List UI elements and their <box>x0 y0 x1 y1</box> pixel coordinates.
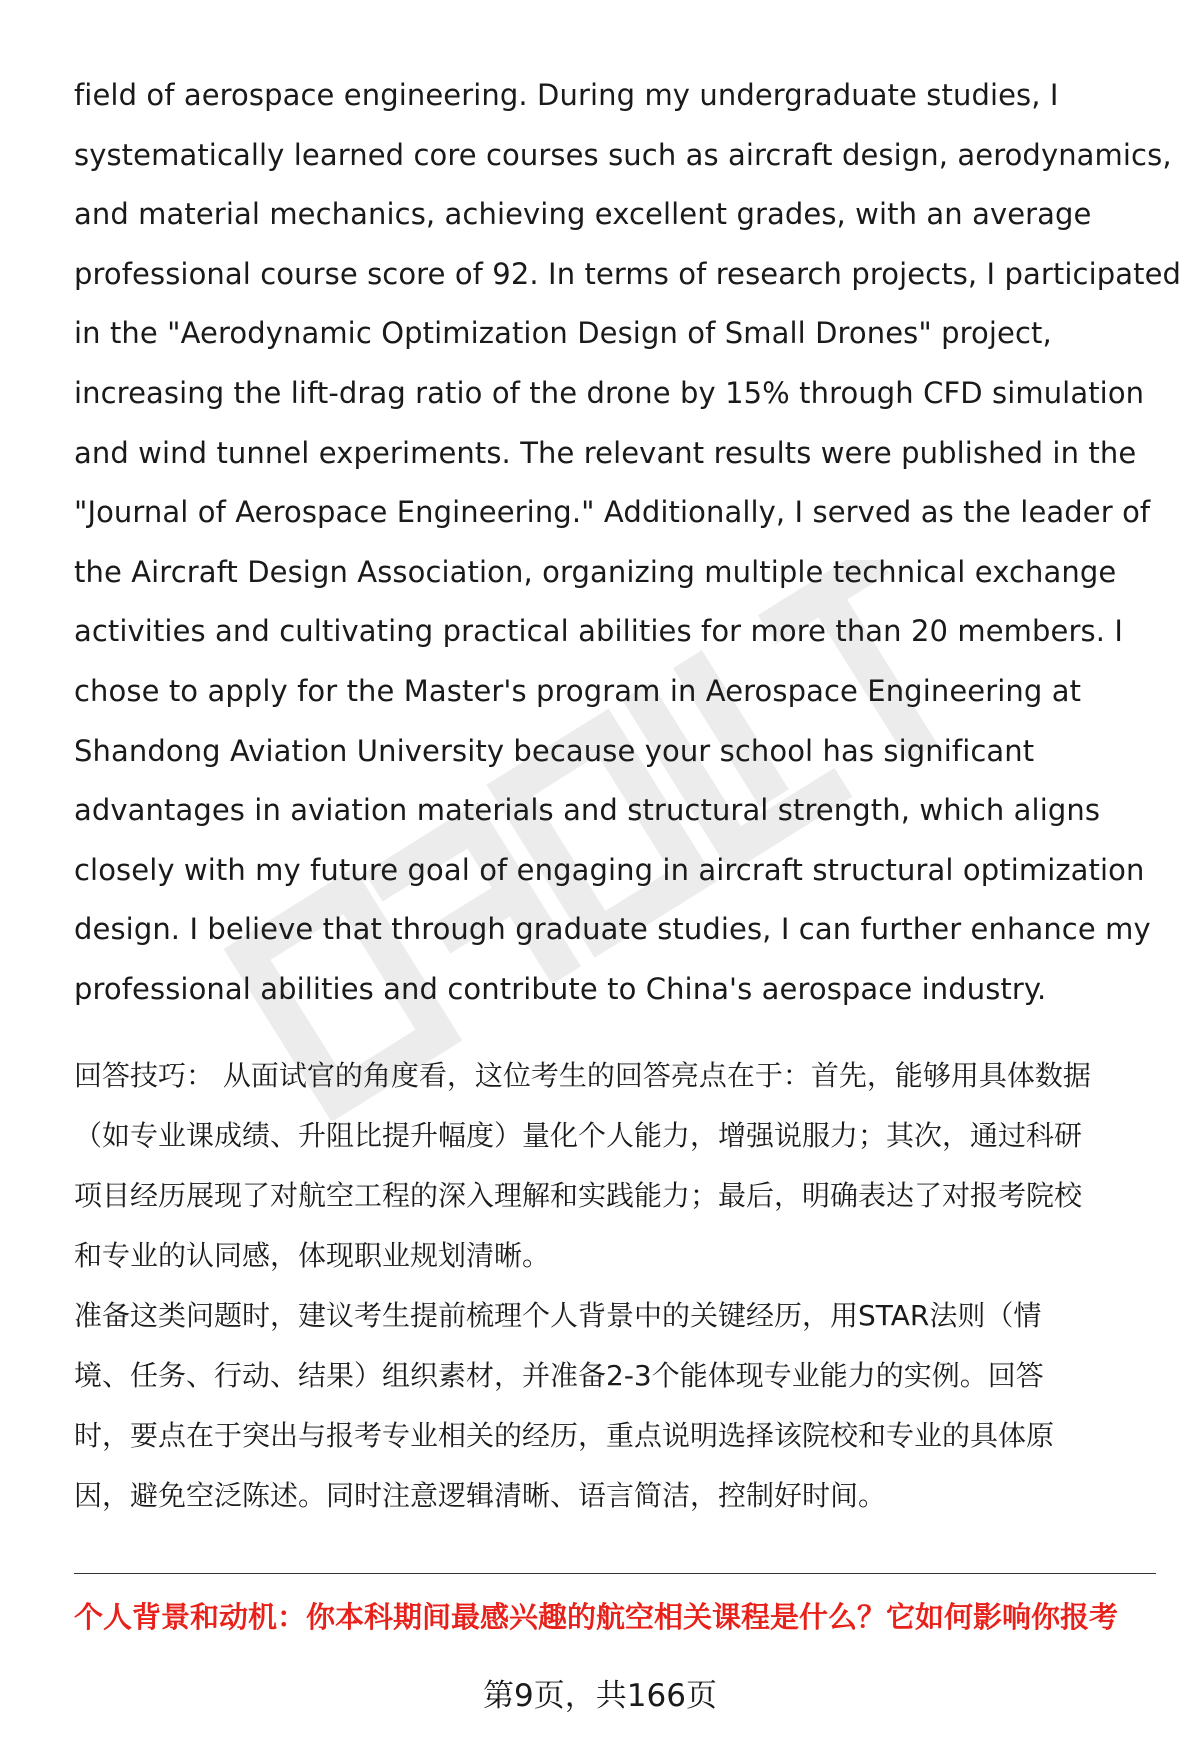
essay-line: advantages in aviation materials and structural strength, which aligns <box>74 793 1101 828</box>
essay-line: professional course score of 92. In terms of research projects, I participated <box>74 256 1182 291</box>
tips-line: 时，要点在于突出与报考专业相关的经历，重点说明选择该院校和专业的具体原 <box>74 1419 1055 1452</box>
essay-line: and material mechanics, achieving excellent grades, with an average <box>74 197 1092 232</box>
essay-line: in the "Aerodynamic Optimization Design of Small Drones" project, <box>74 316 1052 351</box>
tips-line: 和专业的认同感，体现职业规划清晰。 <box>74 1239 551 1272</box>
essay-line: activities and cultivating practical abilities for more than 20 members. I <box>74 614 1124 649</box>
tips-line: 境、任务、行动、结果）组织素材，并准备2-3个能体现专业能力的实例。回答 <box>74 1359 1044 1392</box>
essay-line: closely with my future goal of engaging in aircraft structural optimization <box>74 852 1145 887</box>
essay-line: Shandong Aviation University because your school has significant <box>74 733 1035 768</box>
next-question-heading: 个人背景和动机：你本科期间最感兴趣的航空相关课程是什么？它如何影响你报考 <box>74 1600 1119 1634</box>
essay-line: professional abilities and contribute to China's aerospace industry. <box>74 971 1047 1006</box>
essay-line: design. I believe that through graduate studies, I can further enhance my <box>74 912 1151 947</box>
essay-line: the Aircraft Design Association, organizing multiple technical exchange <box>74 554 1117 589</box>
tips-line: （如专业课成绩、升阻比提升幅度）量化个人能力，增强说服力；其次，通过科研 <box>74 1119 1083 1152</box>
essay-line: and wind tunnel experiments. The relevant results were published in the <box>74 435 1137 470</box>
essay-paragraph <box>74 66 1182 1020</box>
answer-tips <box>74 1046 1164 1526</box>
essay-line: systematically learned core courses such as aircraft design, aerodynamics, <box>74 137 1172 172</box>
tips-line: 准备这类问题时，建议考生提前梳理个人背景中的关键经历，用STAR法则（情 <box>74 1299 1042 1332</box>
tips-line: 回答技巧： 从面试官的角度看，这位考生的回答亮点在于：首先，能够用具体数据 <box>74 1059 1091 1092</box>
page-number: 第9页，共166页 <box>483 1678 717 1714</box>
section-divider <box>74 1573 1156 1574</box>
tips-line: 因，避免空泛陈述。同时注意逻辑清晰、语言简洁，控制好时间。 <box>74 1479 887 1512</box>
essay-line: "Journal of Aerospace Engineering." Additionally, I served as the leader of <box>74 495 1151 530</box>
essay-line: increasing the lift-drag ratio of the drone by 15% through CFD simulation <box>74 375 1145 410</box>
essay-line: field of aerospace engineering. During my undergraduate studies, I <box>74 78 1059 112</box>
tips-line: 项目经历展现了对航空工程的深入理解和实践能力；最后，明确表达了对报考院校 <box>74 1179 1083 1212</box>
essay-line: chose to apply for the Master's program in Aerospace Engineering at <box>74 673 1082 708</box>
